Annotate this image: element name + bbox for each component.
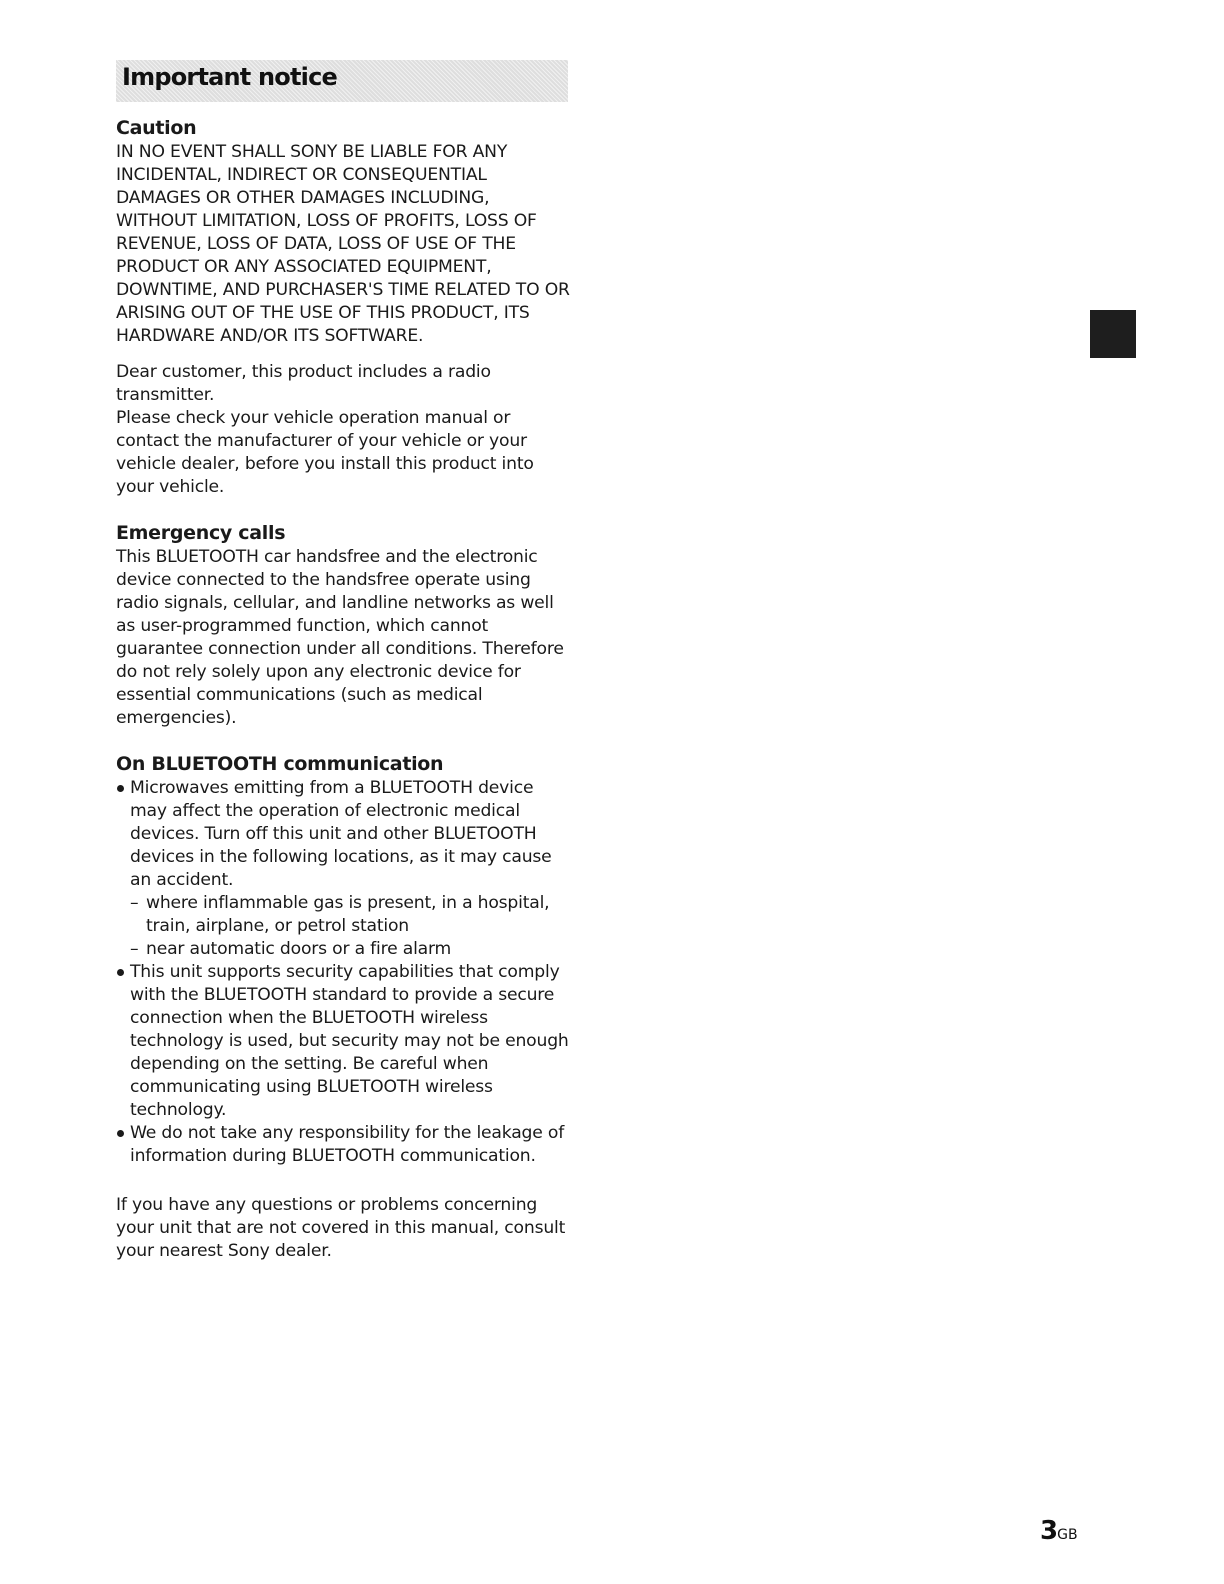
list-item [116,777,572,961]
bullet-icon [117,969,124,976]
page-number-suffix: GB [1057,1527,1078,1543]
dash-text: near automatic doors or a fire alarm [146,939,452,959]
emergency-body: This BLUETOOTH car handsfree and the electronic device connected to the handsfree operate using radio signals, cellular, and landline networks as well as user-programmed function, which cannot guarantee connection under all conditions. Therefore do not rely solely upon any electronic device for essential communications (such as medical emergencies). [116,547,564,728]
section-title: Important notice [122,63,338,91]
list-item [116,1122,572,1168]
page-number-value: 3 [1040,1516,1058,1546]
dash-text: where inflammable gas is present, in a hospital, train, airplane, or petrol station [146,893,550,936]
page-number [1040,1516,1078,1546]
caution-heading: Caution [116,117,197,139]
section-banner [116,60,568,102]
list-item [130,892,572,938]
bullet-text: Microwaves emitting from a BLUETOOTH device may affect the operation of electronic medical devices. Turn off this unit and other BLUETOOTH devices in the following locations, as it may cause an accident. [130,778,552,890]
dash-icon: – [130,893,139,913]
closing-body: If you have any questions or problems concerning your unit that are not covered in this manual, consult your nearest Sony dealer. [116,1195,566,1261]
bullet-icon [117,785,124,792]
customer-note: Dear customer, this product includes a radio transmitter. [116,362,491,405]
vehicle-note: Please check your vehicle operation manual or contact the manufacturer of your vehicle or your vehicle dealer, before you install this product into your vehicle. [116,408,534,497]
bullet-icon [117,1130,124,1137]
bluetooth-heading: On BLUETOOTH communication [116,753,444,775]
emergency-heading: Emergency calls [116,522,286,544]
bluetooth-list [116,777,572,1168]
section-thumb-tab [1090,310,1136,358]
location-list [130,892,572,961]
bullet-text: We do not take any responsibility for the leakage of information during BLUETOOTH communication. [130,1123,565,1166]
list-item [116,961,572,1122]
dash-icon: – [130,939,139,959]
main-column [116,116,572,1263]
caution-body: IN NO EVENT SHALL SONY BE LIABLE FOR ANY INCIDENTAL, INDIRECT OR CONSEQUENTIAL DAMAGES OR OTHER DAMAGES INCLUDING, WITHOUT LIMITATION, LOSS OF PROFITS, LOSS OF REVENUE, LOSS OF DATA, LOSS OF USE OF THE PRODUCT OR ANY ASSOCIATED EQUIPMENT, DOWNTIME, AND PURCHASER'S TIME RELATED TO OR ARISING OUT OF THE USE OF THIS PRODUCT, ITS HARDWARE AND/OR ITS SOFTWARE. [116,142,570,346]
list-item [130,938,572,961]
bullet-text: This unit supports security capabilities that comply with the BLUETOOTH standard to provide a secure connection when the BLUETOOTH wireless technology is used, but security may not be enough depending on the setting. Be careful when communicating using BLUETOOTH wireless technology. [130,962,569,1120]
